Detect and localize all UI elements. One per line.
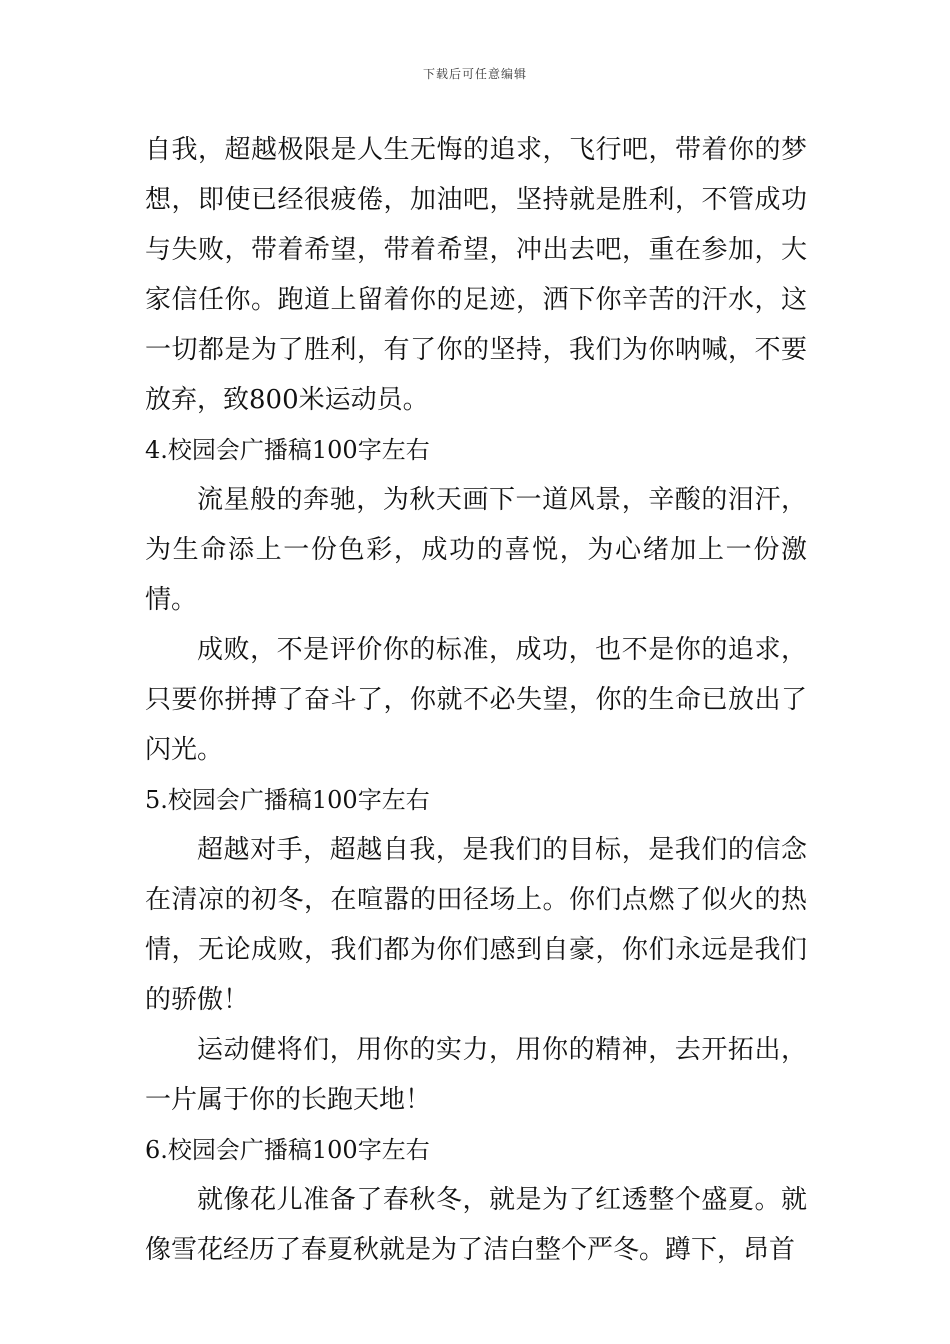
paragraph-5b: 运动健将们，用你的实力，用你的精神，去开拓出，一片属于你的长跑天地！ — [145, 1035, 807, 1115]
paragraph-4a: 流星般的奔驰，为秋天画下一道风景，辛酸的泪汗，为生命添上一份色彩，成功的喜悦，为心绪加上一份激情。 — [145, 485, 807, 615]
paragraph-continuation: 自我，超越极限是人生无悔的追求，飞行吧，带着你的梦想，即使已经很疲倦，加油吧，坚持就是胜利，不管成功与失败，带着希望，带着希望，冲出去吧，重在参加，大家信任你。跑道上留着你的足迹，洒下你辛苦的汗水，这一切都是为了胜利，有了你的坚持，我们为你呐喊，不要放弃，致800米运动员。 — [145, 135, 807, 415]
section-heading-4: 4.校园会广播稿100字左右 — [145, 436, 430, 464]
section-heading-6: 6.校园会广播稿100字左右 — [145, 1136, 430, 1164]
page-header-note: 下载后可任意编辑 — [422, 67, 527, 81]
section-heading-5: 5.校园会广播稿100字左右 — [145, 786, 430, 814]
paragraph-5a: 超越对手，超越自我，是我们的目标，是我们的信念在清凉的初冬，在喧嚣的田径场上。你们点燃了似火的热情，无论成败，我们都为你们感到自豪，你们永远是我们的骄傲！ — [145, 835, 807, 1015]
document-body — [145, 125, 807, 1275]
paragraph-6a: 就像花儿准备了春秋冬，就是为了红透整个盛夏。就像雪花经历了春夏秋就是为了洁白整个严冬。蹲下，昂首 — [145, 1185, 807, 1265]
paragraph-4b: 成败，不是评价你的标准，成功，也不是你的追求，只要你拼搏了奋斗了，你就不必失望，你的生命已放出了闪光。 — [145, 635, 807, 765]
